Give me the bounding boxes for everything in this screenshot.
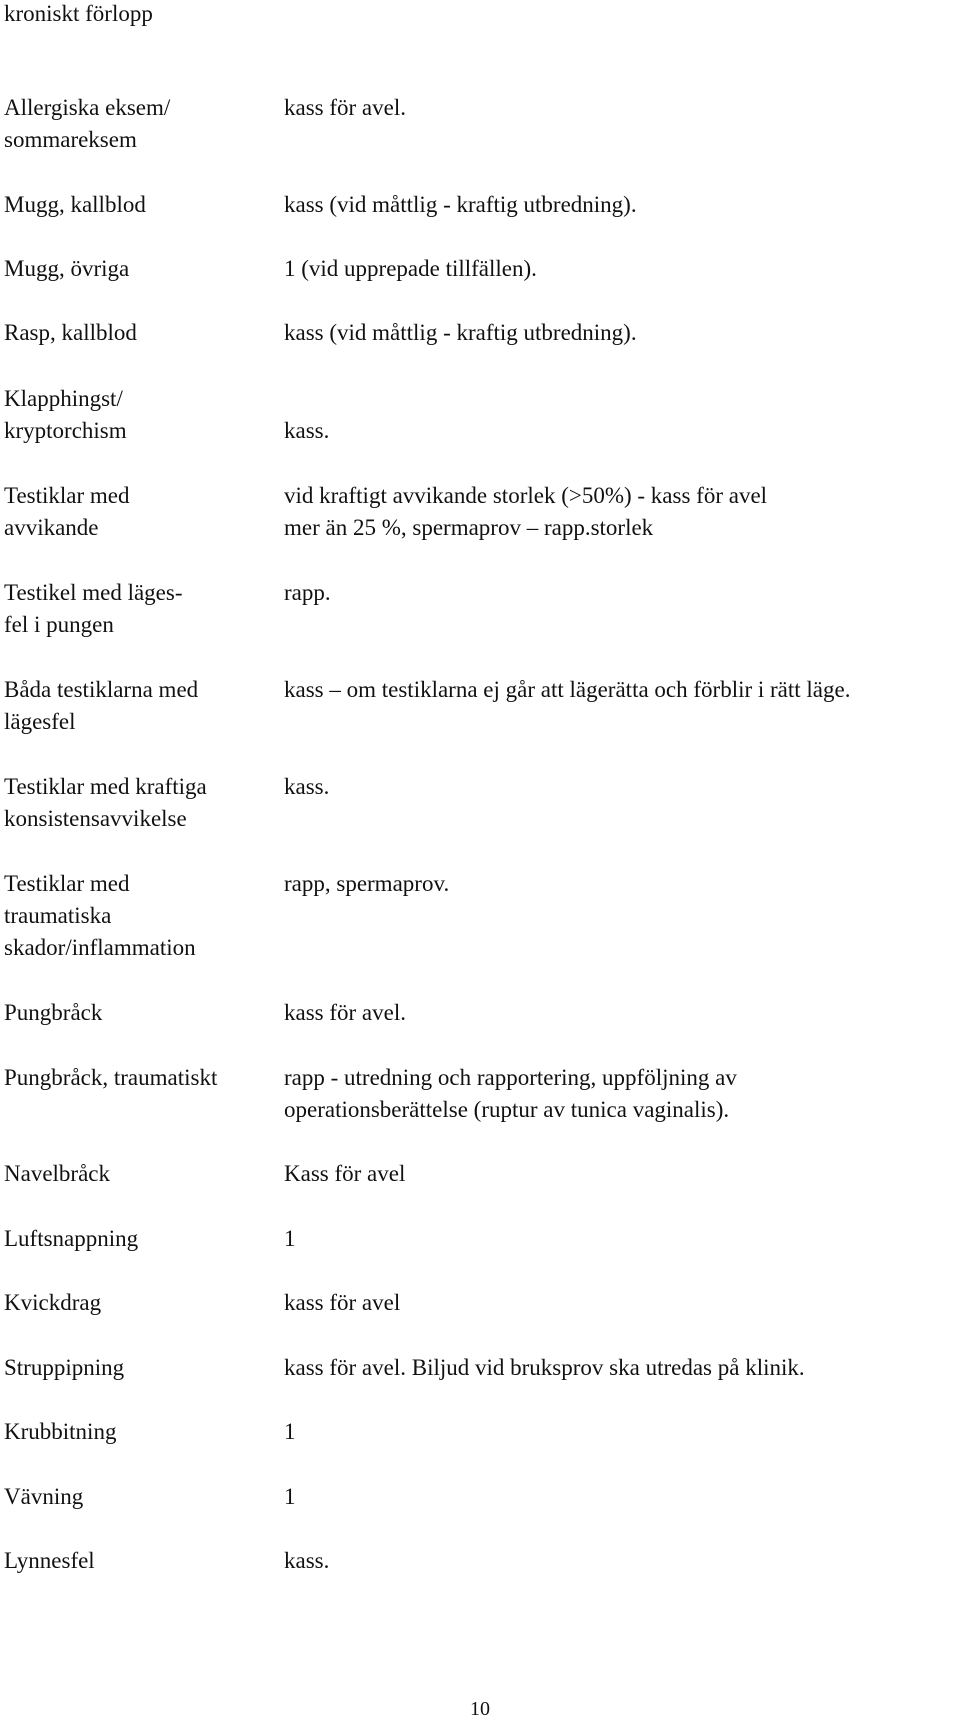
entry-term: Navelbråck bbox=[4, 1161, 110, 1186]
entry-term: Mugg, övriga bbox=[4, 256, 130, 281]
entry-term: Testiklar med avvikande bbox=[4, 483, 130, 540]
entry-description: kass för avel. bbox=[284, 1000, 406, 1025]
entry-term: Krubbitning bbox=[4, 1419, 117, 1444]
entry-term: Båda testiklarna med lägesfel bbox=[4, 677, 199, 734]
entry-term: Testikel med läges- fel i pungen bbox=[4, 580, 183, 637]
entry-description: 1 bbox=[284, 1226, 296, 1251]
entry-term: Pungbråck bbox=[4, 1000, 103, 1025]
section-heading: kroniskt förlopp bbox=[4, 1, 153, 26]
entry-description: vid kraftigt avvikande storlek (>50%) - kass för avel mer än 25 %, spermaprov – rapp.storlek bbox=[284, 483, 768, 540]
entry-term: Allergiska eksem/ sommareksem bbox=[4, 95, 171, 152]
entry-term: Pungbråck, traumatiskt bbox=[4, 1065, 218, 1090]
entry-description: rapp, spermaprov. bbox=[284, 871, 450, 896]
entry-description: kass för avel. Biljud vid bruksprov ska utredas på klinik. bbox=[284, 1355, 805, 1380]
entry-term: Lynnesfel bbox=[4, 1548, 95, 1573]
entry-term: Klapphingst/ kryptorchism bbox=[4, 386, 127, 443]
entry-description: 1 bbox=[284, 1484, 296, 1509]
entry-description: 1 (vid upprepade tillfällen). bbox=[284, 256, 537, 281]
entry-description: kass. bbox=[284, 774, 330, 799]
entry-term: Testiklar med traumatiska skador/inflammation bbox=[4, 871, 196, 960]
entry-description: rapp. bbox=[284, 580, 331, 605]
entry-description: kass (vid måttlig - kraftig utbredning). bbox=[284, 192, 637, 217]
entry-term: Luftsnappning bbox=[4, 1226, 139, 1251]
entry-description: Kass för avel bbox=[284, 1161, 406, 1186]
entry-description: 1 bbox=[284, 1419, 296, 1444]
entry-description: kass för avel. bbox=[284, 95, 406, 120]
entry-term: Testiklar med kraftiga konsistensavvikelse bbox=[4, 774, 207, 831]
entry-term: Kvickdrag bbox=[4, 1290, 102, 1315]
entry-term: Vävning bbox=[4, 1484, 84, 1509]
entry-description: kass. bbox=[284, 418, 330, 443]
entry-term: Rasp, kallblod bbox=[4, 320, 137, 345]
entry-term: Struppipning bbox=[4, 1355, 125, 1380]
entry-description: kass för avel bbox=[284, 1290, 401, 1315]
page-number: 10 bbox=[470, 1698, 490, 1720]
entry-description: kass – om testiklarna ej går att lägerätta och förblir i rätt läge. bbox=[284, 677, 851, 702]
entry-term: Mugg, kallblod bbox=[4, 192, 146, 217]
entry-description: kass. bbox=[284, 1548, 330, 1573]
entry-description: kass (vid måttlig - kraftig utbredning). bbox=[284, 320, 637, 345]
entry-description: rapp - utredning och rapportering, uppföljning av operationsberättelse (ruptur av tunica vaginalis). bbox=[284, 1065, 737, 1122]
